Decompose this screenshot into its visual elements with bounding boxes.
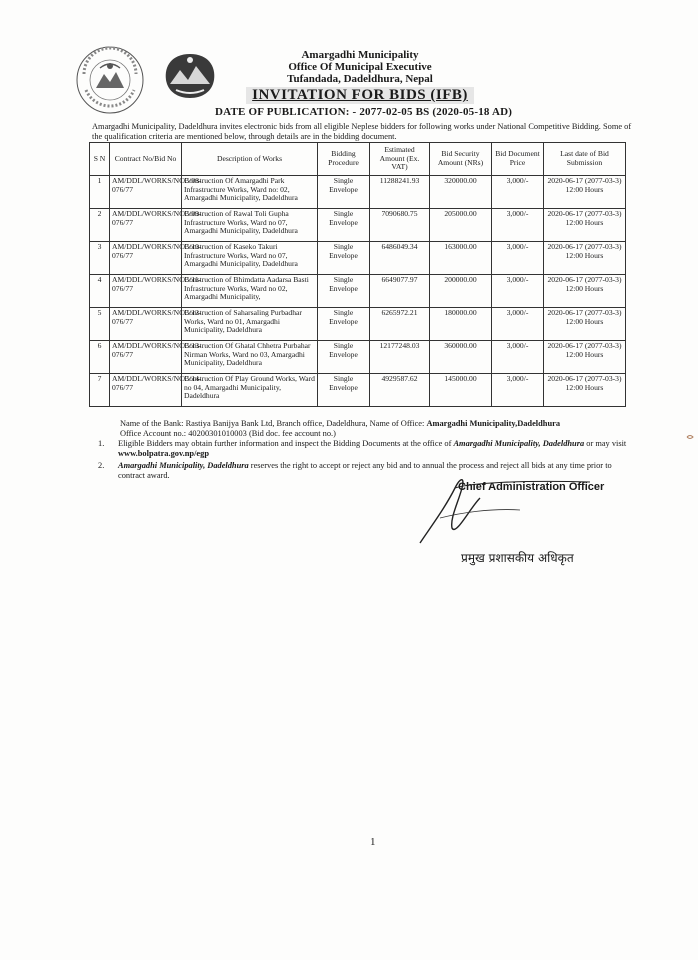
cell-procedure: Single Envelope	[318, 275, 370, 308]
note-bold: Amargadhi Municipality, Dadeldhura	[118, 461, 249, 470]
cell-description: Construction of Bhimdatta Aadarsa Basti Infrastructure Works, Ward no 02, Amargadhi Municipality,	[182, 275, 318, 308]
cell-price: 3,000/-	[492, 209, 544, 242]
cell-procedure: Single Envelope	[318, 341, 370, 374]
note-text: Eligible Bidders may obtain further information and inspect the Bidding Documents at the office of	[118, 439, 452, 448]
cell-description: Construction Of Play Ground Works, Ward no 04, Amargadhi Municipality, Dadeldhura	[182, 374, 318, 407]
cell-date: 2020-06-17 (2077-03-3) 12:00 Hours	[544, 341, 626, 374]
bank-name-text: Name of the Bank: Rastiya Banijya Bank Ltd, Branch office, Dadeldhura, Name of Office:	[120, 419, 425, 428]
cell-price: 3,000/-	[492, 242, 544, 275]
cell-description: Construction of Kaseko Takuri Infrastructure Works, Ward no 07, Amargadhi Municipality, Dadeldhura	[182, 242, 318, 275]
cell-security: 360000.00	[430, 341, 492, 374]
cell-sn: 6	[90, 341, 110, 374]
note-text: reserves the right to accept or reject any bid and to annual the process and reject all bids at any time prior to contract award.	[118, 461, 612, 480]
bank-line-1	[120, 419, 640, 429]
note-text: or may visit	[586, 439, 627, 448]
cell-procedure: Single Envelope	[318, 374, 370, 407]
publication-date: DATE OF PUBLICATION: - 2077-02-05 BS (2020-05-18 AD)	[215, 106, 513, 118]
cell-contract: AM/DDL/WORKS/NCB/12-076/77	[110, 308, 182, 341]
cell-price: 3,000/-	[492, 176, 544, 209]
header-contract: Contract No/Bid No	[110, 143, 182, 176]
cell-security: 145000.00	[430, 374, 492, 407]
page-number: 1	[370, 836, 376, 848]
cell-estimate: 4929587.62	[370, 374, 430, 407]
table-row	[90, 341, 626, 374]
table-header-row	[90, 143, 626, 176]
header-estimate: Estimated Amount (Ex. VAT)	[370, 143, 430, 176]
bids-table	[89, 142, 626, 407]
cell-procedure: Single Envelope	[318, 308, 370, 341]
cell-date: 2020-06-17 (2077-03-3) 12:00 Hours	[544, 242, 626, 275]
bank-info	[120, 419, 640, 439]
cell-contract: AM/DDL/WORKS/NCB/09-076/77	[110, 209, 182, 242]
cell-security: 163000.00	[430, 242, 492, 275]
cell-description: Construction Of Ghatal Chhetra Purbahar Nirman Works, Ward no 03, Amargadhi Municipality, Dadeldhura	[182, 341, 318, 374]
signatory-title-nepali: प्रमुख प्रशासकीय अधिकृत	[461, 551, 574, 565]
note-number: 1.	[98, 439, 105, 448]
cell-estimate: 12177248.03	[370, 341, 430, 374]
municipality-seal-logo	[74, 44, 146, 116]
cell-sn: 2	[90, 209, 110, 242]
municipality-name: Amargadhi Municipality	[301, 49, 419, 61]
cell-security: 200000.00	[430, 275, 492, 308]
cell-contract: AM/DDL/WORKS/NCB/14-076/77	[110, 374, 182, 407]
cell-estimate: 11288241.93	[370, 176, 430, 209]
signatory-title-english: Chief Administration Officer	[458, 481, 605, 493]
header-sn: S N	[90, 143, 110, 176]
header-security: Bid Security Amount (NRs)	[430, 143, 492, 176]
office-name: Office Of Municipal Executive	[288, 61, 432, 73]
table-row	[90, 209, 626, 242]
cell-date: 2020-06-17 (2077-03-3) 12:00 Hours	[544, 374, 626, 407]
cell-procedure: Single Envelope	[318, 176, 370, 209]
cell-price: 3,000/-	[492, 374, 544, 407]
cell-description: Construction Of Amargadhi Park Infrastructure Works, Ward no: 02, Amargadhi Municipality, Dadeldhura	[182, 176, 318, 209]
cell-procedure: Single Envelope	[318, 242, 370, 275]
office-address: Tufandada, Dadeldhura, Nepal	[287, 73, 433, 85]
cell-security: 180000.00	[430, 308, 492, 341]
stray-mark	[686, 433, 696, 441]
cell-date: 2020-06-17 (2077-03-3) 12:00 Hours	[544, 308, 626, 341]
note-bold: Amargadhi Municipality, Dadeldhura	[453, 439, 585, 448]
cell-price: 3,000/-	[492, 341, 544, 374]
header-procedure: Bidding Procedure	[318, 143, 370, 176]
cell-date: 2020-06-17 (2077-03-3) 12:00 Hours	[544, 176, 626, 209]
table-row	[90, 242, 626, 275]
cell-contract: AM/DDL/WORKS/NCB/08-076/77	[110, 176, 182, 209]
table-row	[90, 308, 626, 341]
header-price: Bid Document Price	[492, 143, 544, 176]
cell-description: Construction of Rawal Toli Gupha Infrastructure Works, Ward no 07, Amargadhi Municipality, Dadeldhura	[182, 209, 318, 242]
bank-office-name: Amargadhi Municipality,Dadeldhura	[426, 419, 561, 428]
nepal-emblem-logo	[160, 50, 220, 100]
cell-sn: 7	[90, 374, 110, 407]
note-item	[98, 439, 638, 459]
cell-security: 205000.00	[430, 209, 492, 242]
header-description: Description of Works	[182, 143, 318, 176]
cell-date: 2020-06-17 (2077-03-3) 12:00 Hours	[544, 209, 626, 242]
note-number: 2.	[98, 461, 105, 470]
cell-contract: AM/DDL/WORKS/NCB/10-076/77	[110, 242, 182, 275]
cell-price: 3,000/-	[492, 275, 544, 308]
header-date: Last date of Bid Submission	[544, 143, 626, 176]
bank-account-line: Office Account no.: 40200301010003 (Bid doc. fee account no.)	[120, 429, 336, 438]
cell-price: 3,000/-	[492, 308, 544, 341]
cell-contract: AM/DDL/WORKS/NCB/13-076/77	[110, 341, 182, 374]
cell-contract: AM/DDL/WORKS/NCB/11-076/77	[110, 275, 182, 308]
cell-date: 2020-06-17 (2077-03-3) 12:00 Hours	[544, 275, 626, 308]
cell-sn: 5	[90, 308, 110, 341]
letterhead	[230, 49, 490, 104]
cell-procedure: Single Envelope	[318, 209, 370, 242]
document-title: INVITATION FOR BIDS (IFB)	[246, 87, 474, 104]
cell-estimate: 6265972.21	[370, 308, 430, 341]
cell-sn: 4	[90, 275, 110, 308]
table-row	[90, 275, 626, 308]
cell-estimate: 6486049.34	[370, 242, 430, 275]
cell-estimate: 6649077.97	[370, 275, 430, 308]
table-row	[90, 374, 626, 407]
cell-estimate: 7090680.75	[370, 209, 430, 242]
egp-link[interactable]: www.bolpatra.gov.np/egp	[118, 449, 209, 458]
cell-sn: 3	[90, 242, 110, 275]
cell-sn: 1	[90, 176, 110, 209]
cell-description: Construction of Saharsaling Purbadhar Works, Ward no 01, Amargadhi Municipality, Dadeldhura	[182, 308, 318, 341]
table-row	[90, 176, 626, 209]
signature-mark	[400, 468, 600, 548]
cell-security: 320000.00	[430, 176, 492, 209]
intro-paragraph: Amargadhi Municipality, Dadeldhura invites electronic bids from all eligible Neplese bidders for following works under National Competitive Bidding. Some of the qualification criteria are mentioned below, through details are in the bidding document.	[92, 122, 632, 141]
